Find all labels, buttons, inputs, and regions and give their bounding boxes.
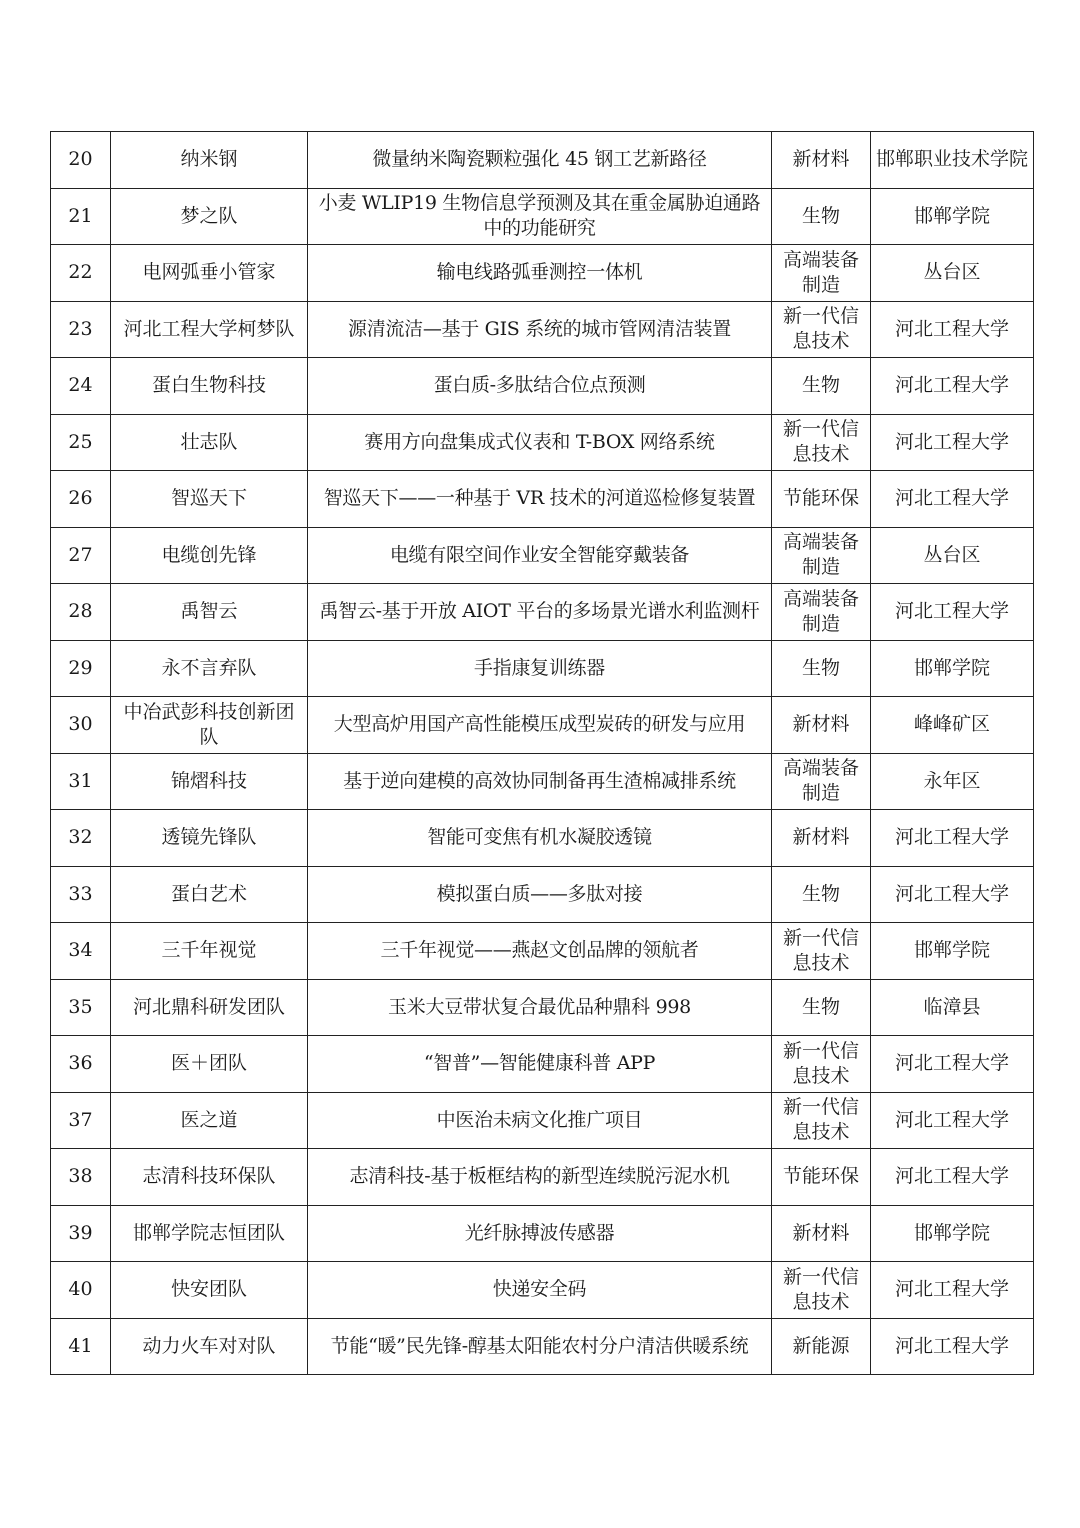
team-name: 三千年视觉 bbox=[111, 923, 308, 980]
project-name: 基于逆向建模的高效协同制备再生渣棉减排系统 bbox=[308, 753, 772, 810]
project-name: 赛用方向盘集成式仪表和 T-BOX 网络系统 bbox=[308, 414, 772, 471]
table-row bbox=[51, 301, 1034, 358]
organization: 邯郸学院 bbox=[871, 640, 1034, 697]
organization: 临漳县 bbox=[871, 979, 1034, 1036]
row-number: 30 bbox=[51, 697, 111, 754]
table-row bbox=[51, 1318, 1034, 1375]
industry-field: 高端装备制造 bbox=[772, 753, 871, 810]
row-number: 34 bbox=[51, 923, 111, 980]
table-row bbox=[51, 1036, 1034, 1093]
table-row bbox=[51, 188, 1034, 245]
table-row bbox=[51, 245, 1034, 302]
project-table bbox=[50, 131, 1034, 1375]
row-number: 41 bbox=[51, 1318, 111, 1375]
table-row bbox=[51, 1262, 1034, 1319]
table-row bbox=[51, 471, 1034, 528]
team-name: 壮志队 bbox=[111, 414, 308, 471]
team-name: 河北工程大学柯梦队 bbox=[111, 301, 308, 358]
organization: 河北工程大学 bbox=[871, 1092, 1034, 1149]
table-row bbox=[51, 132, 1034, 189]
project-name: 大型高炉用国产高性能模压成型炭砖的研发与应用 bbox=[308, 697, 772, 754]
project-name: 禹智云-基于开放 AIOT 平台的多场景光谱水利监测杆 bbox=[308, 584, 772, 641]
table-row bbox=[51, 1205, 1034, 1262]
team-name: 志清科技环保队 bbox=[111, 1149, 308, 1206]
table-row bbox=[51, 923, 1034, 980]
team-name: 蛋白艺术 bbox=[111, 866, 308, 923]
team-name: 快安团队 bbox=[111, 1262, 308, 1319]
row-number: 21 bbox=[51, 188, 111, 245]
table-row bbox=[51, 866, 1034, 923]
row-number: 28 bbox=[51, 584, 111, 641]
project-name: 蛋白质-多肽结合位点预测 bbox=[308, 358, 772, 415]
project-name: 源清流洁—基于 GIS 系统的城市管网清洁装置 bbox=[308, 301, 772, 358]
team-name: 医之道 bbox=[111, 1092, 308, 1149]
industry-field: 生物 bbox=[772, 188, 871, 245]
industry-field: 生物 bbox=[772, 866, 871, 923]
industry-field: 新材料 bbox=[772, 810, 871, 867]
project-name: 中医治未病文化推广项目 bbox=[308, 1092, 772, 1149]
organization: 河北工程大学 bbox=[871, 1149, 1034, 1206]
industry-field: 新一代信息技术 bbox=[772, 923, 871, 980]
team-name: 河北鼎科研发团队 bbox=[111, 979, 308, 1036]
organization: 丛台区 bbox=[871, 527, 1034, 584]
row-number: 36 bbox=[51, 1036, 111, 1093]
project-name: 输电线路弧垂测控一体机 bbox=[308, 245, 772, 302]
row-number: 26 bbox=[51, 471, 111, 528]
industry-field: 节能环保 bbox=[772, 1149, 871, 1206]
team-name: 中冶武彭科技创新团队 bbox=[111, 697, 308, 754]
industry-field: 新一代信息技术 bbox=[772, 301, 871, 358]
row-number: 20 bbox=[51, 132, 111, 189]
project-name: 智能可变焦有机水凝胶透镜 bbox=[308, 810, 772, 867]
row-number: 27 bbox=[51, 527, 111, 584]
team-name: 电缆创先锋 bbox=[111, 527, 308, 584]
organization: 河北工程大学 bbox=[871, 414, 1034, 471]
project-name: 小麦 WLIP19 生物信息学预测及其在重金属胁迫通路中的功能研究 bbox=[308, 188, 772, 245]
row-number: 24 bbox=[51, 358, 111, 415]
industry-field: 新一代信息技术 bbox=[772, 1092, 871, 1149]
organization: 河北工程大学 bbox=[871, 584, 1034, 641]
table-body bbox=[51, 132, 1034, 1375]
row-number: 33 bbox=[51, 866, 111, 923]
row-number: 39 bbox=[51, 1205, 111, 1262]
project-name: 智巡天下——一种基于 VR 技术的河道巡检修复装置 bbox=[308, 471, 772, 528]
row-number: 37 bbox=[51, 1092, 111, 1149]
organization: 河北工程大学 bbox=[871, 471, 1034, 528]
team-name: 锦熠科技 bbox=[111, 753, 308, 810]
project-name: 志清科技-基于板框结构的新型连续脱污泥水机 bbox=[308, 1149, 772, 1206]
project-name: 电缆有限空间作业安全智能穿戴装备 bbox=[308, 527, 772, 584]
table-row bbox=[51, 753, 1034, 810]
organization: 河北工程大学 bbox=[871, 1318, 1034, 1375]
team-name: 动力火车对对队 bbox=[111, 1318, 308, 1375]
organization: 河北工程大学 bbox=[871, 301, 1034, 358]
industry-field: 节能环保 bbox=[772, 471, 871, 528]
team-name: 邯郸学院志恒团队 bbox=[111, 1205, 308, 1262]
industry-field: 高端装备制造 bbox=[772, 245, 871, 302]
project-name: 节能“暖”民先锋-醇基太阳能农村分户清洁供暖系统 bbox=[308, 1318, 772, 1375]
table-row bbox=[51, 584, 1034, 641]
team-name: 梦之队 bbox=[111, 188, 308, 245]
row-number: 29 bbox=[51, 640, 111, 697]
team-name: 透镜先锋队 bbox=[111, 810, 308, 867]
industry-field: 新能源 bbox=[772, 1318, 871, 1375]
organization: 邯郸学院 bbox=[871, 923, 1034, 980]
project-name: 三千年视觉——燕赵文创品牌的领航者 bbox=[308, 923, 772, 980]
table-row bbox=[51, 640, 1034, 697]
team-name: 永不言弃队 bbox=[111, 640, 308, 697]
industry-field: 新一代信息技术 bbox=[772, 414, 871, 471]
table-row bbox=[51, 358, 1034, 415]
team-name: 蛋白生物科技 bbox=[111, 358, 308, 415]
table-row bbox=[51, 697, 1034, 754]
project-name: “智普”—智能健康科普 APP bbox=[308, 1036, 772, 1093]
table-row bbox=[51, 810, 1034, 867]
industry-field: 生物 bbox=[772, 358, 871, 415]
industry-field: 新一代信息技术 bbox=[772, 1262, 871, 1319]
team-name: 纳米钢 bbox=[111, 132, 308, 189]
row-number: 22 bbox=[51, 245, 111, 302]
table-row bbox=[51, 527, 1034, 584]
project-name: 快递安全码 bbox=[308, 1262, 772, 1319]
team-name: 医＋团队 bbox=[111, 1036, 308, 1093]
row-number: 23 bbox=[51, 301, 111, 358]
team-name: 禹智云 bbox=[111, 584, 308, 641]
table-row bbox=[51, 1092, 1034, 1149]
project-name: 模拟蛋白质——多肽对接 bbox=[308, 866, 772, 923]
industry-field: 生物 bbox=[772, 640, 871, 697]
industry-field: 新一代信息技术 bbox=[772, 1036, 871, 1093]
industry-field: 新材料 bbox=[772, 1205, 871, 1262]
row-number: 25 bbox=[51, 414, 111, 471]
table-row bbox=[51, 1149, 1034, 1206]
table-row bbox=[51, 414, 1034, 471]
team-name: 智巡天下 bbox=[111, 471, 308, 528]
row-number: 40 bbox=[51, 1262, 111, 1319]
organization: 邯郸学院 bbox=[871, 188, 1034, 245]
industry-field: 新材料 bbox=[772, 697, 871, 754]
row-number: 32 bbox=[51, 810, 111, 867]
organization: 河北工程大学 bbox=[871, 1262, 1034, 1319]
organization: 邯郸学院 bbox=[871, 1205, 1034, 1262]
organization: 邯郸职业技术学院 bbox=[871, 132, 1034, 189]
industry-field: 高端装备制造 bbox=[772, 584, 871, 641]
project-name: 微量纳米陶瓷颗粒强化 45 钢工艺新路径 bbox=[308, 132, 772, 189]
organization: 丛台区 bbox=[871, 245, 1034, 302]
organization: 峰峰矿区 bbox=[871, 697, 1034, 754]
industry-field: 新材料 bbox=[772, 132, 871, 189]
project-name: 手指康复训练器 bbox=[308, 640, 772, 697]
industry-field: 高端装备制造 bbox=[772, 527, 871, 584]
organization: 河北工程大学 bbox=[871, 810, 1034, 867]
organization: 河北工程大学 bbox=[871, 1036, 1034, 1093]
row-number: 38 bbox=[51, 1149, 111, 1206]
row-number: 31 bbox=[51, 753, 111, 810]
organization: 河北工程大学 bbox=[871, 866, 1034, 923]
organization: 永年区 bbox=[871, 753, 1034, 810]
organization: 河北工程大学 bbox=[871, 358, 1034, 415]
team-name: 电网弧垂小管家 bbox=[111, 245, 308, 302]
project-name: 玉米大豆带状复合最优品种鼎科 998 bbox=[308, 979, 772, 1036]
project-name: 光纤脉搏波传感器 bbox=[308, 1205, 772, 1262]
row-number: 35 bbox=[51, 979, 111, 1036]
table-row bbox=[51, 979, 1034, 1036]
industry-field: 生物 bbox=[772, 979, 871, 1036]
